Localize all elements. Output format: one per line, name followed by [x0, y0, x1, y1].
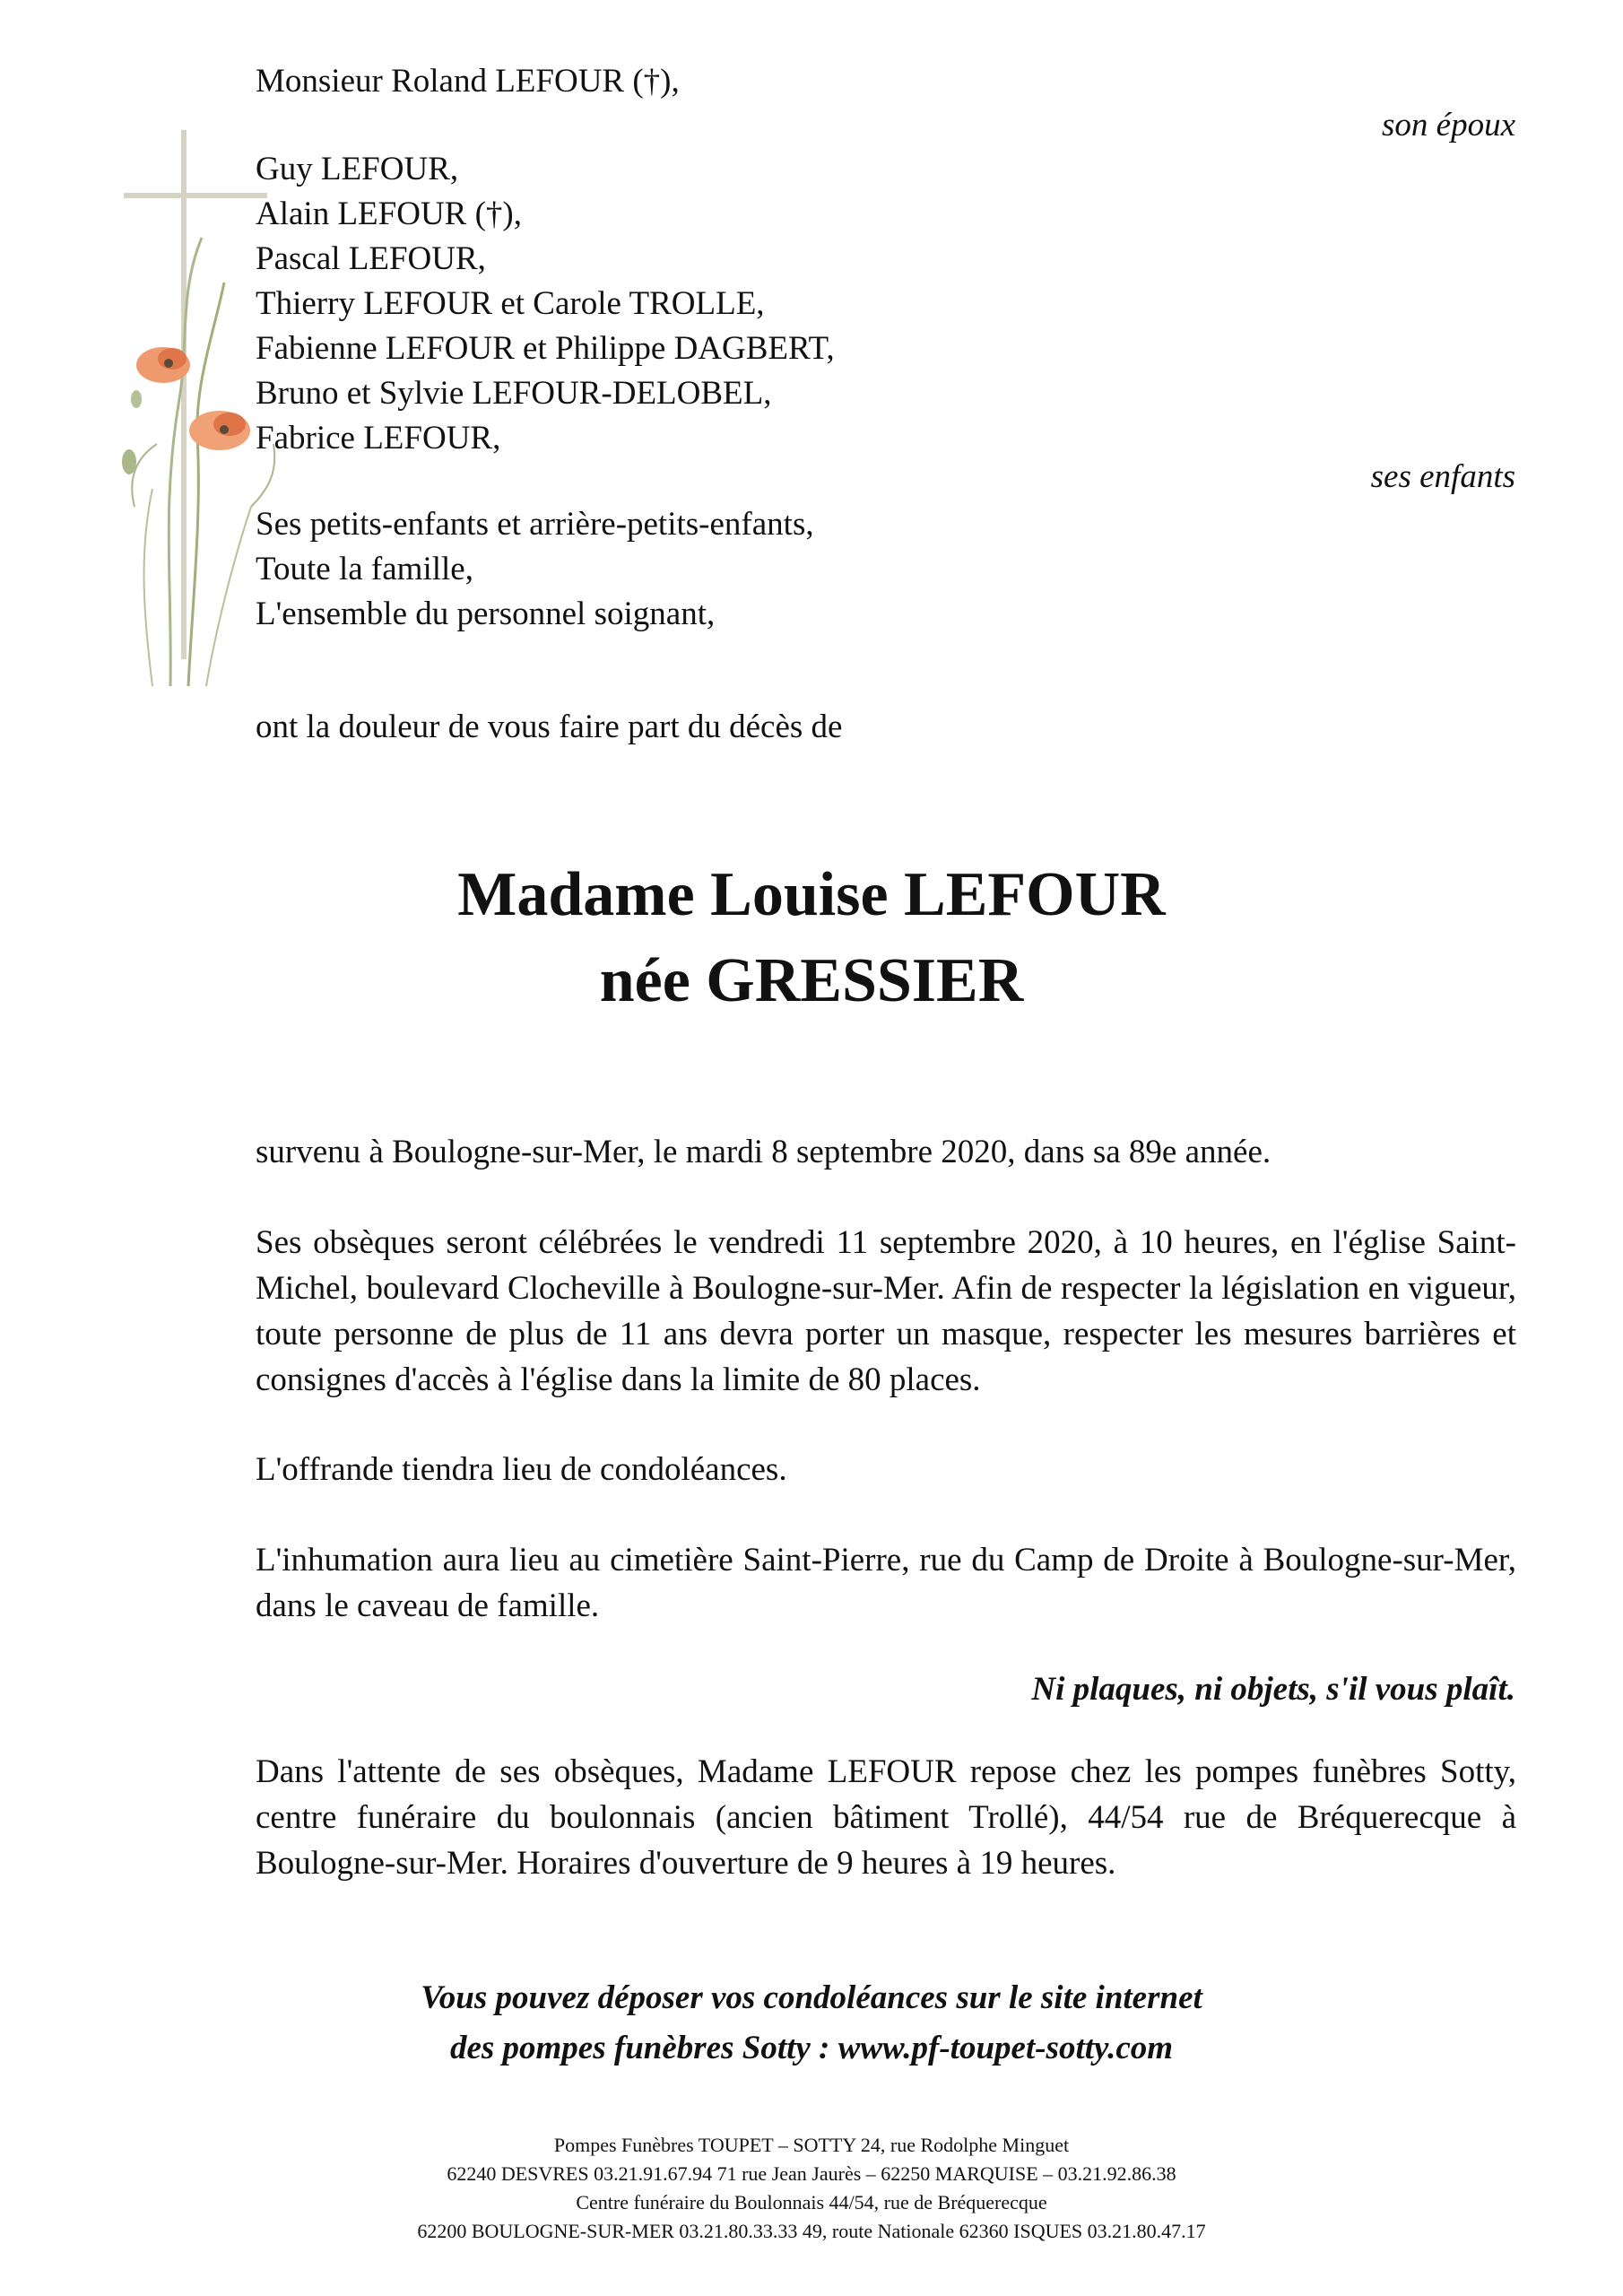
funeral-paragraph: Ses obsèques seront célébrées le vendredi 11 septembre 2020, à 10 heures, en l'église Saint-Michel, boulevard Clocheville à Boulogne-sur-Mer. Afin de respecter la législation en vigueur, toute personne de plus de 11 ans devra porter un masque, respecter les mesures barrières et consignes d'accès à l'église dans la limite de 80 places. — [256, 1224, 1516, 1398]
spouse-label: son époux — [1382, 107, 1515, 144]
other-relatives: Toute la famille, — [256, 551, 473, 587]
child-name: Alain LEFOUR (†), — [256, 196, 522, 232]
burial-paragraph: L'inhumation aura lieu au cimetière Saint-Pierre, rue du Camp de Droite à Boulogne-sur-Mer, dans le caveau de famille. — [256, 1542, 1516, 1624]
death-line: survenu à Boulogne-sur-Mer, le mardi 8 septembre 2020, dans sa 89e année. — [256, 1134, 1271, 1170]
offering-line: L'offrande tiendra lieu de condoléances. — [256, 1451, 787, 1488]
spouse-name: Monsieur Roland LEFOUR (†), — [256, 63, 680, 100]
child-name: Fabienne LEFOUR et Philippe DAGBERT, — [256, 330, 835, 367]
announcement: ont la douleur de vous faire part du décès de — [256, 709, 843, 745]
deceased-maiden-name: née GRESSIER — [599, 946, 1024, 1015]
footer-line: Centre funéraire du Boulonnais 44/54, rue de Bréquerecque — [576, 2191, 1047, 2213]
footer-line: 62200 BOULOGNE-SUR-MER 03.21.80.33.33 49, route Nationale 62360 ISQUES 03.21.80.47.17 — [417, 2220, 1206, 2242]
child-name: Bruno et Sylvie LEFOUR-DELOBEL, — [256, 375, 772, 412]
child-name: Thierry LEFOUR et Carole TROLLE, — [256, 285, 765, 322]
condolences-line: Vous pouvez déposer vos condoléances sur le site internet — [421, 1979, 1202, 2016]
other-relatives: L'ensemble du personnel soignant, — [256, 596, 716, 632]
child-name: Guy LEFOUR, — [256, 151, 459, 187]
child-name: Pascal LEFOUR, — [256, 240, 486, 277]
condolences-line: des pompes funèbres Sotty : www.pf-toupet-sotty.com — [449, 2030, 1174, 2066]
deceased-name: Madame Louise LEFOUR — [457, 860, 1166, 929]
children-label: ses enfants — [1370, 458, 1515, 495]
no-plaques-note: Ni plaques, ni objets, s'il vous plaît. — [1031, 1671, 1515, 1708]
footer-line: 62240 DESVRES 03.21.91.67.94 71 rue Jean Jaurès – 62250 MARQUISE – 03.21.92.86.38 — [447, 2162, 1176, 2185]
child-name: Fabrice LEFOUR, — [256, 420, 501, 457]
footer-line: Pompes Funèbres TOUPET – SOTTY 24, rue Rodolphe Minguet — [553, 2134, 1070, 2156]
rest-paragraph: Dans l'attente de ses obsèques, Madame LEFOUR repose chez les pompes funèbres Sotty, centre funéraire du boulonnais (ancien bâtiment Trollé), 44/54 rue de Bréquerecque à Boulogne-sur-Mer. Horaires d'ouverture de 9 heures à 19 heures. — [256, 1753, 1516, 1882]
other-relatives: Ses petits-enfants et arrière-petits-enfants, — [256, 506, 814, 543]
